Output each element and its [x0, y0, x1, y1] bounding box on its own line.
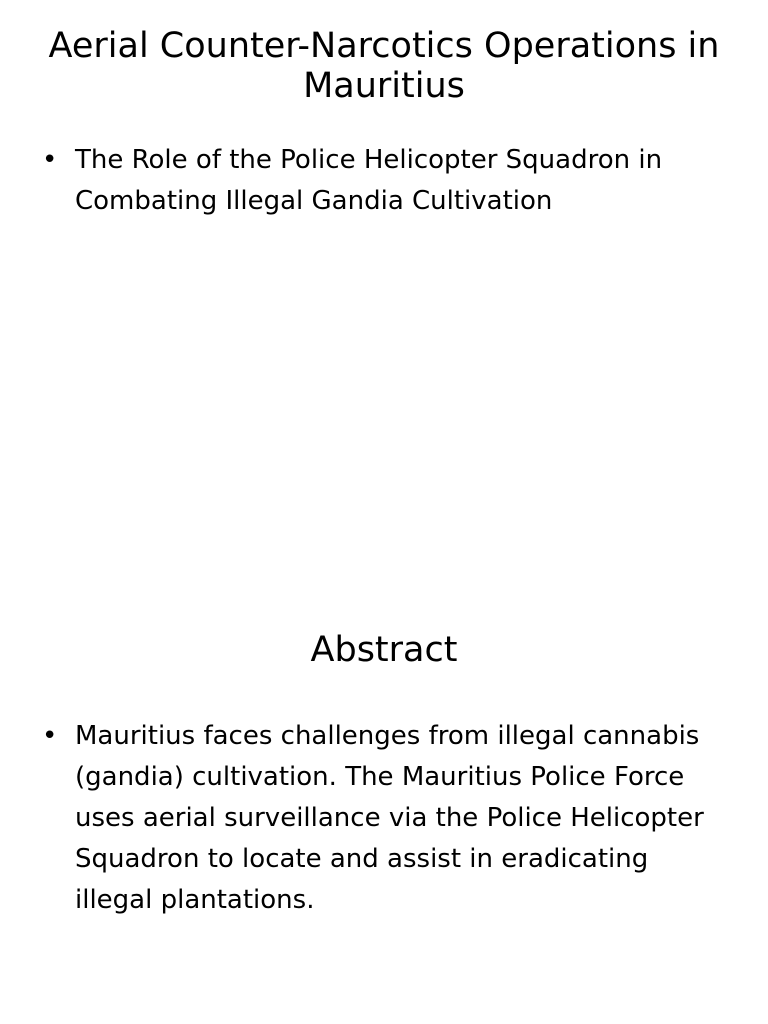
- bullet-icon: •: [42, 145, 58, 175]
- bullet-list: [40, 716, 728, 921]
- bullet-list: [40, 140, 728, 222]
- bullet-icon: •: [42, 721, 58, 751]
- bullet-text: Mauritius faces challenges from illegal cannabis (gandia) cultivation. The Mauritius Police Force uses aerial surveillance via the Police Helicopter Squadron to locate and assist in eradicating illegal plantations.: [75, 721, 704, 915]
- slide-title: Abstract: [310, 630, 458, 670]
- bullet-text: The Role of the Police Helicopter Squadron in Combating Illegal Gandia Cultivation: [75, 145, 663, 216]
- bullet-item: [40, 140, 728, 222]
- slide-title: Aerial Counter-Narcotics Operations in Mauritius: [48, 26, 720, 106]
- bullet-item: [40, 716, 728, 921]
- slide-abstract: [0, 512, 768, 1024]
